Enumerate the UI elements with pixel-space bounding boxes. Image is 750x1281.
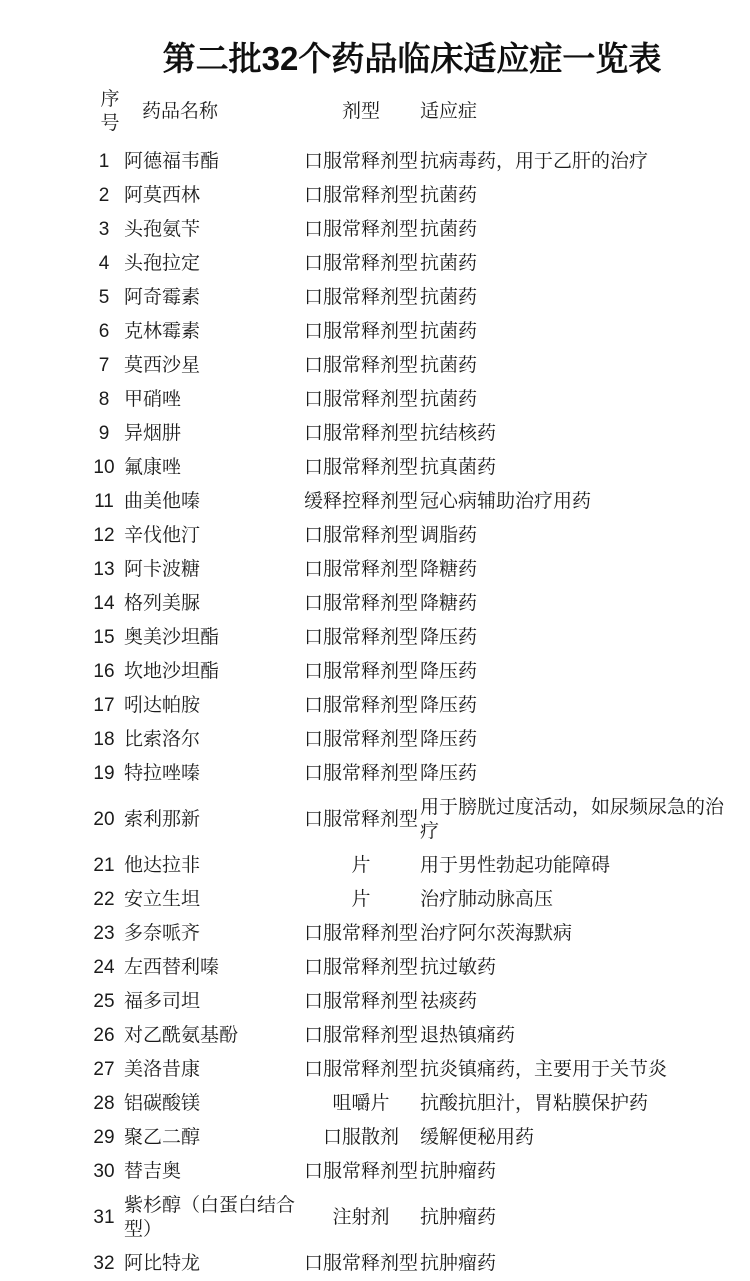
cell-indication: 调脂药 bbox=[420, 525, 478, 546]
cell-indication: 抗肿瘤药 bbox=[420, 1253, 497, 1274]
table-row bbox=[84, 1247, 740, 1281]
table-row bbox=[84, 951, 740, 985]
cell-indication: 抗炎镇痛药，主要用于关节炎 bbox=[420, 1059, 668, 1080]
cell-index: 16 bbox=[93, 661, 115, 682]
cell-index: 29 bbox=[93, 1127, 115, 1148]
table-row bbox=[84, 417, 740, 451]
table-row bbox=[84, 1155, 740, 1189]
cell-index: 9 bbox=[98, 423, 110, 444]
cell-index: 18 bbox=[93, 729, 115, 750]
column-header-form: 剂型 bbox=[341, 101, 380, 122]
table-header-row bbox=[84, 86, 740, 145]
cell-drug-name: 氟康唑 bbox=[124, 457, 182, 478]
cell-drug-name: 他达拉非 bbox=[124, 855, 201, 876]
table-row bbox=[84, 349, 740, 383]
cell-indication: 抗菌药 bbox=[420, 219, 478, 240]
cell-drug-name: 索利那新 bbox=[124, 809, 201, 830]
cell-form: 口服常释剂型 bbox=[303, 593, 418, 614]
cell-drug-name: 异烟肼 bbox=[124, 423, 182, 444]
cell-index: 10 bbox=[93, 457, 115, 478]
cell-indication: 降压药 bbox=[420, 763, 478, 784]
document-sheet bbox=[84, 0, 740, 1281]
table-row bbox=[84, 213, 740, 247]
cell-form: 口服常释剂型 bbox=[303, 559, 418, 580]
table-row bbox=[84, 451, 740, 485]
cell-form: 口服常释剂型 bbox=[303, 1161, 418, 1182]
cell-index: 24 bbox=[93, 957, 115, 978]
column-header-indication: 适应症 bbox=[420, 101, 478, 122]
table-row bbox=[84, 519, 740, 553]
cell-form: 片 bbox=[351, 855, 371, 876]
cell-indication: 抗酸抗胆汁，胃粘膜保护药 bbox=[420, 1093, 649, 1114]
cell-indication: 抗过敏药 bbox=[420, 957, 497, 978]
cell-form: 口服常释剂型 bbox=[303, 1253, 418, 1274]
table-row bbox=[84, 1189, 740, 1247]
cell-drug-name: 莫西沙星 bbox=[124, 355, 201, 376]
table-row bbox=[84, 383, 740, 417]
cell-indication: 治疗肺动脉高压 bbox=[420, 889, 554, 910]
cell-drug-name: 替吉奥 bbox=[124, 1161, 182, 1182]
cell-drug-name: 安立生坦 bbox=[124, 889, 201, 910]
cell-indication: 抗真菌药 bbox=[420, 457, 497, 478]
table-row bbox=[84, 485, 740, 519]
table-row bbox=[84, 587, 740, 621]
cell-form: 口服常释剂型 bbox=[303, 809, 418, 830]
cell-drug-name: 曲美他嗪 bbox=[124, 491, 201, 512]
cell-indication: 抗菌药 bbox=[420, 389, 478, 410]
cell-index: 2 bbox=[98, 185, 110, 206]
cell-form: 口服常释剂型 bbox=[303, 1025, 418, 1046]
table-row bbox=[84, 689, 740, 723]
cell-drug-name: 紫杉醇（白蛋白结合型） bbox=[124, 1195, 296, 1240]
cell-form: 注射剂 bbox=[332, 1207, 390, 1228]
cell-drug-name: 克林霉素 bbox=[124, 321, 201, 342]
cell-form: 口服常释剂型 bbox=[303, 151, 418, 172]
cell-index: 23 bbox=[93, 923, 115, 944]
cell-indication: 祛痰药 bbox=[420, 991, 478, 1012]
cell-indication: 冠心病辅助治疗用药 bbox=[420, 491, 592, 512]
cell-indication: 抗肿瘤药 bbox=[420, 1207, 497, 1228]
cell-form: 口服常释剂型 bbox=[303, 923, 418, 944]
table-row bbox=[84, 1019, 740, 1053]
cell-drug-name: 多奈哌齐 bbox=[124, 923, 201, 944]
cell-index: 25 bbox=[93, 991, 115, 1012]
table-row bbox=[84, 757, 740, 791]
cell-form: 口服散剂 bbox=[322, 1127, 399, 1148]
cell-index: 27 bbox=[93, 1059, 115, 1080]
table-row bbox=[84, 145, 740, 179]
cell-form: 口服常释剂型 bbox=[303, 287, 418, 308]
cell-indication: 抗结核药 bbox=[420, 423, 497, 444]
cell-drug-name: 阿比特龙 bbox=[124, 1253, 201, 1274]
cell-index: 14 bbox=[93, 593, 115, 614]
cell-drug-name: 阿奇霉素 bbox=[124, 287, 201, 308]
cell-indication: 缓解便秘用药 bbox=[420, 1127, 535, 1148]
cell-indication: 降压药 bbox=[420, 661, 478, 682]
cell-indication: 抗菌药 bbox=[420, 355, 478, 376]
cell-drug-name: 左西替利嗪 bbox=[124, 957, 220, 978]
cell-index: 13 bbox=[93, 559, 115, 580]
cell-drug-name: 聚乙二醇 bbox=[124, 1127, 201, 1148]
cell-drug-name: 阿德福韦酯 bbox=[124, 151, 220, 172]
cell-indication: 降糖药 bbox=[420, 593, 478, 614]
drug-indication-table bbox=[84, 86, 740, 1281]
cell-indication: 抗肿瘤药 bbox=[420, 1161, 497, 1182]
cell-index: 8 bbox=[98, 389, 110, 410]
cell-index: 30 bbox=[93, 1161, 115, 1182]
table-row bbox=[84, 1087, 740, 1121]
cell-form: 缓释控释剂型 bbox=[303, 491, 418, 512]
table-row bbox=[84, 1121, 740, 1155]
table-row bbox=[84, 917, 740, 951]
cell-index: 32 bbox=[93, 1253, 115, 1274]
cell-form: 口服常释剂型 bbox=[303, 957, 418, 978]
cell-drug-name: 福多司坦 bbox=[124, 991, 201, 1012]
cell-indication: 治疗阿尔茨海默病 bbox=[420, 923, 573, 944]
cell-drug-name: 阿卡波糖 bbox=[124, 559, 201, 580]
cell-indication: 抗菌药 bbox=[420, 185, 478, 206]
cell-drug-name: 奥美沙坦酯 bbox=[124, 627, 220, 648]
cell-drug-name: 吲达帕胺 bbox=[124, 695, 201, 716]
table-row bbox=[84, 281, 740, 315]
cell-indication: 抗菌药 bbox=[420, 321, 478, 342]
cell-drug-name: 特拉唑嗪 bbox=[124, 763, 201, 784]
cell-index: 20 bbox=[93, 809, 115, 830]
cell-form: 口服常释剂型 bbox=[303, 525, 418, 546]
cell-form: 口服常释剂型 bbox=[303, 389, 418, 410]
cell-index: 11 bbox=[94, 491, 114, 512]
cell-drug-name: 比索洛尔 bbox=[124, 729, 201, 750]
cell-form: 口服常释剂型 bbox=[303, 355, 418, 376]
cell-form: 片 bbox=[351, 889, 371, 910]
cell-drug-name: 坎地沙坦酯 bbox=[124, 661, 220, 682]
cell-form: 口服常释剂型 bbox=[303, 627, 418, 648]
table-row bbox=[84, 315, 740, 349]
cell-indication: 降糖药 bbox=[420, 559, 478, 580]
cell-form: 口服常释剂型 bbox=[303, 185, 418, 206]
cell-indication: 抗病毒药，用于乙肝的治疗 bbox=[420, 151, 649, 172]
cell-index: 3 bbox=[98, 219, 110, 240]
cell-indication: 降压药 bbox=[420, 695, 478, 716]
cell-drug-name: 格列美脲 bbox=[124, 593, 201, 614]
cell-indication: 降压药 bbox=[420, 627, 478, 648]
cell-drug-name: 阿莫西林 bbox=[124, 185, 201, 206]
cell-form: 口服常释剂型 bbox=[303, 423, 418, 444]
table-row bbox=[84, 849, 740, 883]
cell-form: 口服常释剂型 bbox=[303, 661, 418, 682]
table-row bbox=[84, 179, 740, 213]
cell-indication: 用于男性勃起功能障碍 bbox=[420, 855, 611, 876]
cell-drug-name: 甲硝唑 bbox=[124, 389, 182, 410]
table-row bbox=[84, 621, 740, 655]
column-header-name: 药品名称 bbox=[142, 101, 219, 122]
cell-index: 7 bbox=[98, 355, 110, 376]
column-header-index: 序号 bbox=[100, 89, 120, 134]
cell-index: 26 bbox=[93, 1025, 115, 1046]
cell-index: 15 bbox=[93, 627, 115, 648]
cell-indication: 抗菌药 bbox=[420, 287, 478, 308]
table-row bbox=[84, 553, 740, 587]
table-row bbox=[84, 791, 740, 849]
cell-form: 口服常释剂型 bbox=[303, 219, 418, 240]
cell-index: 21 bbox=[93, 855, 115, 876]
cell-form: 咀嚼片 bbox=[332, 1093, 390, 1114]
cell-index: 6 bbox=[98, 321, 110, 342]
cell-form: 口服常释剂型 bbox=[303, 991, 418, 1012]
cell-form: 口服常释剂型 bbox=[303, 729, 418, 750]
table-row bbox=[84, 247, 740, 281]
cell-index: 12 bbox=[93, 525, 115, 546]
cell-form: 口服常释剂型 bbox=[303, 321, 418, 342]
table-row bbox=[84, 723, 740, 757]
cell-form: 口服常释剂型 bbox=[303, 253, 418, 274]
cell-index: 1 bbox=[98, 151, 110, 172]
cell-indication: 用于膀胱过度活动，如尿频尿急的治疗 bbox=[420, 797, 725, 842]
table-row bbox=[84, 883, 740, 917]
cell-drug-name: 头孢拉定 bbox=[124, 253, 201, 274]
table-row bbox=[84, 985, 740, 1019]
cell-indication: 退热镇痛药 bbox=[420, 1025, 516, 1046]
cell-index: 31 bbox=[93, 1207, 115, 1228]
cell-drug-name: 美洛昔康 bbox=[124, 1059, 201, 1080]
table-row bbox=[84, 1053, 740, 1087]
table-body bbox=[84, 145, 740, 1281]
page-title: 第二批32个药品临床适应症一览表 bbox=[162, 40, 662, 77]
cell-index: 28 bbox=[93, 1093, 115, 1114]
cell-drug-name: 辛伐他汀 bbox=[124, 525, 201, 546]
cell-index: 17 bbox=[93, 695, 115, 716]
cell-form: 口服常释剂型 bbox=[303, 1059, 418, 1080]
cell-index: 19 bbox=[93, 763, 115, 784]
cell-drug-name: 铝碳酸镁 bbox=[124, 1093, 201, 1114]
cell-indication: 降压药 bbox=[420, 729, 478, 750]
cell-index: 5 bbox=[98, 287, 110, 308]
cell-indication: 抗菌药 bbox=[420, 253, 478, 274]
table-row bbox=[84, 655, 740, 689]
cell-index: 22 bbox=[93, 889, 115, 910]
cell-form: 口服常释剂型 bbox=[303, 457, 418, 478]
cell-index: 4 bbox=[98, 253, 110, 274]
cell-drug-name: 对乙酰氨基酚 bbox=[124, 1025, 239, 1046]
cell-drug-name: 头孢氨苄 bbox=[124, 219, 201, 240]
cell-form: 口服常释剂型 bbox=[303, 695, 418, 716]
cell-form: 口服常释剂型 bbox=[303, 763, 418, 784]
